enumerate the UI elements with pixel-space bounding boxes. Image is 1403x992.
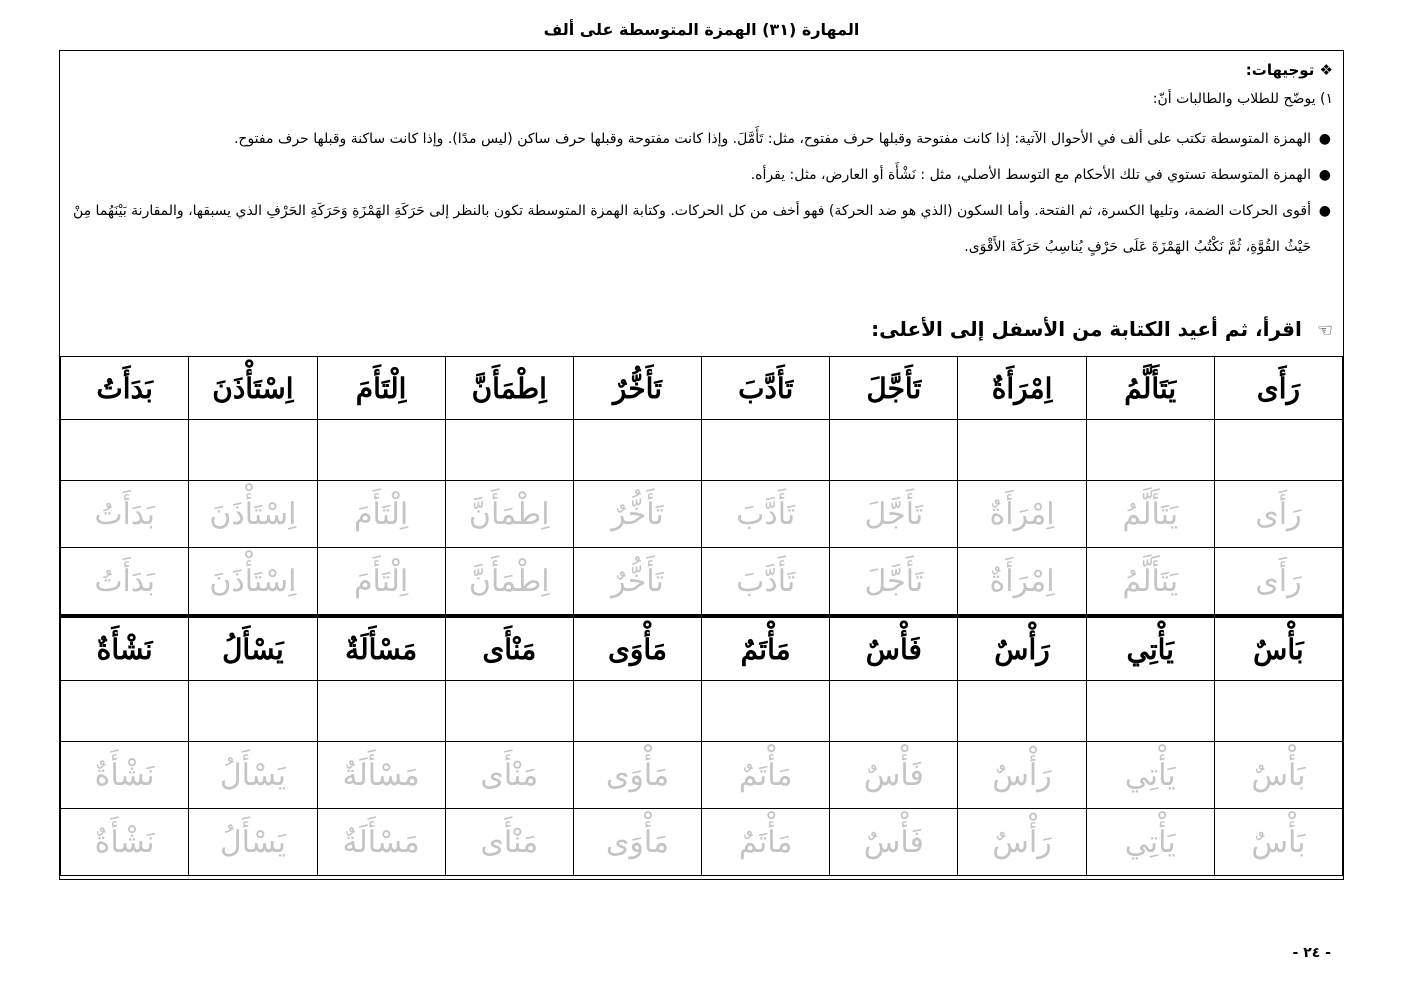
- word-cell: مَأْوَى: [573, 616, 701, 681]
- writing-cell[interactable]: [317, 681, 445, 742]
- writing-cell[interactable]: [702, 420, 830, 481]
- trace-cell: يَتَأَلَّمُ: [1086, 481, 1214, 548]
- trace-cell: تَأَدَّبَ: [702, 481, 830, 548]
- word-cell: مَنْأَى: [445, 616, 573, 681]
- trace-cell: مَسْأَلَةٌ: [317, 809, 445, 876]
- writing-cell[interactable]: [61, 420, 189, 481]
- word-cell: يَأْتِي: [1086, 616, 1214, 681]
- word-cell: نَشْأَةٌ: [61, 616, 189, 681]
- trace-cell: رَأْسٌ: [958, 809, 1086, 876]
- trace-cell: فَأْسٌ: [830, 809, 958, 876]
- word-cell: اِلْتَأَمَ: [317, 357, 445, 420]
- worksheet-frame: [59, 50, 1344, 880]
- writing-cell[interactable]: [830, 420, 958, 481]
- instruction-bullet: [70, 121, 1333, 157]
- writing-cell[interactable]: [1214, 420, 1342, 481]
- word-cell: تَأَجَّلَ: [830, 357, 958, 420]
- writing-cell[interactable]: [1086, 420, 1214, 481]
- writing-cell[interactable]: [958, 420, 1086, 481]
- word-cell: تَأَخُّرٌ: [573, 357, 701, 420]
- instructions-section: [60, 51, 1343, 356]
- trace-cell: اِلْتَأَمَ: [317, 481, 445, 548]
- page-number: - ٢٤ -: [1292, 945, 1331, 961]
- trace-cell: مَنْأَى: [445, 809, 573, 876]
- grid-row: [61, 481, 1343, 548]
- trace-cell: يَتَأَلَّمُ: [1086, 548, 1214, 617]
- trace-cell: تَأَخُّرٌ: [573, 548, 701, 617]
- trace-cell: بَأْسٌ: [1214, 742, 1342, 809]
- word-cell: رَأَى: [1214, 357, 1342, 420]
- trace-cell: بَأْسٌ: [1214, 809, 1342, 876]
- writing-cell[interactable]: [1086, 681, 1214, 742]
- trace-cell: اِمْرَأَةٌ: [958, 548, 1086, 617]
- writing-cell[interactable]: [573, 420, 701, 481]
- trace-cell: بَدَأَتُ: [61, 548, 189, 617]
- trace-cell: تَأَجَّلَ: [830, 548, 958, 617]
- trace-cell: اِطْمَأَنَّ: [445, 548, 573, 617]
- grid-row: [61, 742, 1343, 809]
- grid-row: [61, 616, 1343, 681]
- word-cell: مَسْأَلَةٌ: [317, 616, 445, 681]
- trace-cell: اِمْرَأَةٌ: [958, 481, 1086, 548]
- instruction-bullet: [70, 193, 1333, 265]
- writing-cell[interactable]: [317, 420, 445, 481]
- word-cell: اِسْتَأْذَنَ: [189, 357, 317, 420]
- trace-cell: اِسْتَأْذَنَ: [189, 548, 317, 617]
- writing-cell[interactable]: [189, 681, 317, 742]
- trace-cell: يَأْتِي: [1086, 809, 1214, 876]
- trace-cell: مَأْوَى: [573, 742, 701, 809]
- word-cell: بَدَأَتُ: [61, 357, 189, 420]
- trace-cell: تَأَخُّرٌ: [573, 481, 701, 548]
- grid-row: [61, 357, 1343, 420]
- trace-cell: يَأْتِي: [1086, 742, 1214, 809]
- word-cell: تَأَدَّبَ: [702, 357, 830, 420]
- task-instruction: [871, 317, 1333, 341]
- bullet-icon: ●: [1318, 131, 1331, 147]
- trace-cell: فَأْسٌ: [830, 742, 958, 809]
- trace-cell: مَأْتَمٌ: [702, 809, 830, 876]
- trace-cell: مَسْأَلَةٌ: [317, 742, 445, 809]
- grid-row: [61, 809, 1343, 876]
- instructions-heading: ❖ توجيهات:: [1245, 61, 1333, 79]
- trace-cell: اِلْتَأَمَ: [317, 548, 445, 617]
- trace-cell: نَشْأَةٌ: [61, 809, 189, 876]
- trace-cell: مَأْتَمٌ: [702, 742, 830, 809]
- word-cell: يَسْأَلُ: [189, 616, 317, 681]
- word-cell: اِطْمَأَنَّ: [445, 357, 573, 420]
- word-cell: فَأْسٌ: [830, 616, 958, 681]
- instruction-text: الهمزة المتوسطة تستوي في تلك الأحكام مع التوسط الأصلي، مثل : نَشْأَة أو العارض، مثل: يقرأه.: [750, 167, 1311, 183]
- writing-cell[interactable]: [573, 681, 701, 742]
- grid-row: [61, 548, 1343, 617]
- word-cell: يَتَأَلَّمُ: [1086, 357, 1214, 420]
- pointing-hand-icon: ☜: [1316, 320, 1333, 341]
- word-cell: رَأْسٌ: [958, 616, 1086, 681]
- trace-cell: اِسْتَأْذَنَ: [189, 481, 317, 548]
- writing-cell[interactable]: [61, 681, 189, 742]
- writing-cell[interactable]: [830, 681, 958, 742]
- word-cell: اِمْرَأَةٌ: [958, 357, 1086, 420]
- instruction-bullet: [70, 157, 1333, 193]
- word-cell: بَأْسٌ: [1214, 616, 1342, 681]
- instruction-text: الهمزة المتوسطة تكتب على ألف في الأحوال الآتية: إذا كانت مفتوحة وقبلها حرف مفتوح، مثل: تَأَمَّلَ. وإذا كانت مفتوحة وقبلها حرف ساكن (ليس مدًا). وإذا كانت ساكنة وقبلها حرف مفتوح.: [233, 131, 1311, 147]
- writing-cell[interactable]: [958, 681, 1086, 742]
- page-title: المهارة (٣١) الهمزة المتوسطة على ألف: [543, 20, 860, 39]
- trace-cell: نَشْأَةٌ: [61, 742, 189, 809]
- grid-row: [61, 420, 1343, 481]
- writing-cell[interactable]: [1214, 681, 1342, 742]
- trace-cell: رَأَى: [1214, 548, 1342, 617]
- writing-cell[interactable]: [445, 681, 573, 742]
- trace-cell: مَأْوَى: [573, 809, 701, 876]
- trace-cell: يَسْأَلُ: [189, 809, 317, 876]
- writing-cell[interactable]: [445, 420, 573, 481]
- trace-cell: تَأَجَّلَ: [830, 481, 958, 548]
- writing-cell[interactable]: [189, 420, 317, 481]
- task-text: اقرأ، ثم أعيد الكتابة من الأسفل إلى الأعلى:: [871, 317, 1302, 341]
- bullet-icon: ●: [1318, 167, 1331, 183]
- trace-cell: يَسْأَلُ: [189, 742, 317, 809]
- grid-row: [61, 681, 1343, 742]
- trace-cell: بَدَأَتُ: [61, 481, 189, 548]
- writing-practice-grid: [60, 356, 1343, 876]
- trace-cell: اِطْمَأَنَّ: [445, 481, 573, 548]
- trace-cell: مَنْأَى: [445, 742, 573, 809]
- instruction-text: أقوى الحركات الضمة، وتليها الكسرة، ثم الفتحة. وأما السكون (الذي هو ضد الحركة) فهو أخف من كل الحركات. وكتابة الهمزة المتوسطة تكون بالنظر إلى حَرَكَةِ الهَمْزَةِ وَحَرَكَةِ الحَرْفِ الذي يسبقها، والمقارنة بَيْنَهُما مِنْ حَيْثُ القُوَّةِ، ثُمَّ نَكْتُبُ الهَمْزَةَ عَلَى حَرْفٍ يُناسِبُ حَرَكَةَ الأَقْوَى.: [72, 203, 1311, 255]
- trace-cell: تَأَدَّبَ: [702, 548, 830, 617]
- trace-cell: رَأْسٌ: [958, 742, 1086, 809]
- instructions-intro: ١) يوضّح للطلاب والطالبات أنّ:: [1152, 91, 1333, 107]
- word-cell: مَأْتَمٌ: [702, 616, 830, 681]
- writing-cell[interactable]: [702, 681, 830, 742]
- trace-cell: رَأَى: [1214, 481, 1342, 548]
- bullet-icon: ●: [1318, 203, 1331, 219]
